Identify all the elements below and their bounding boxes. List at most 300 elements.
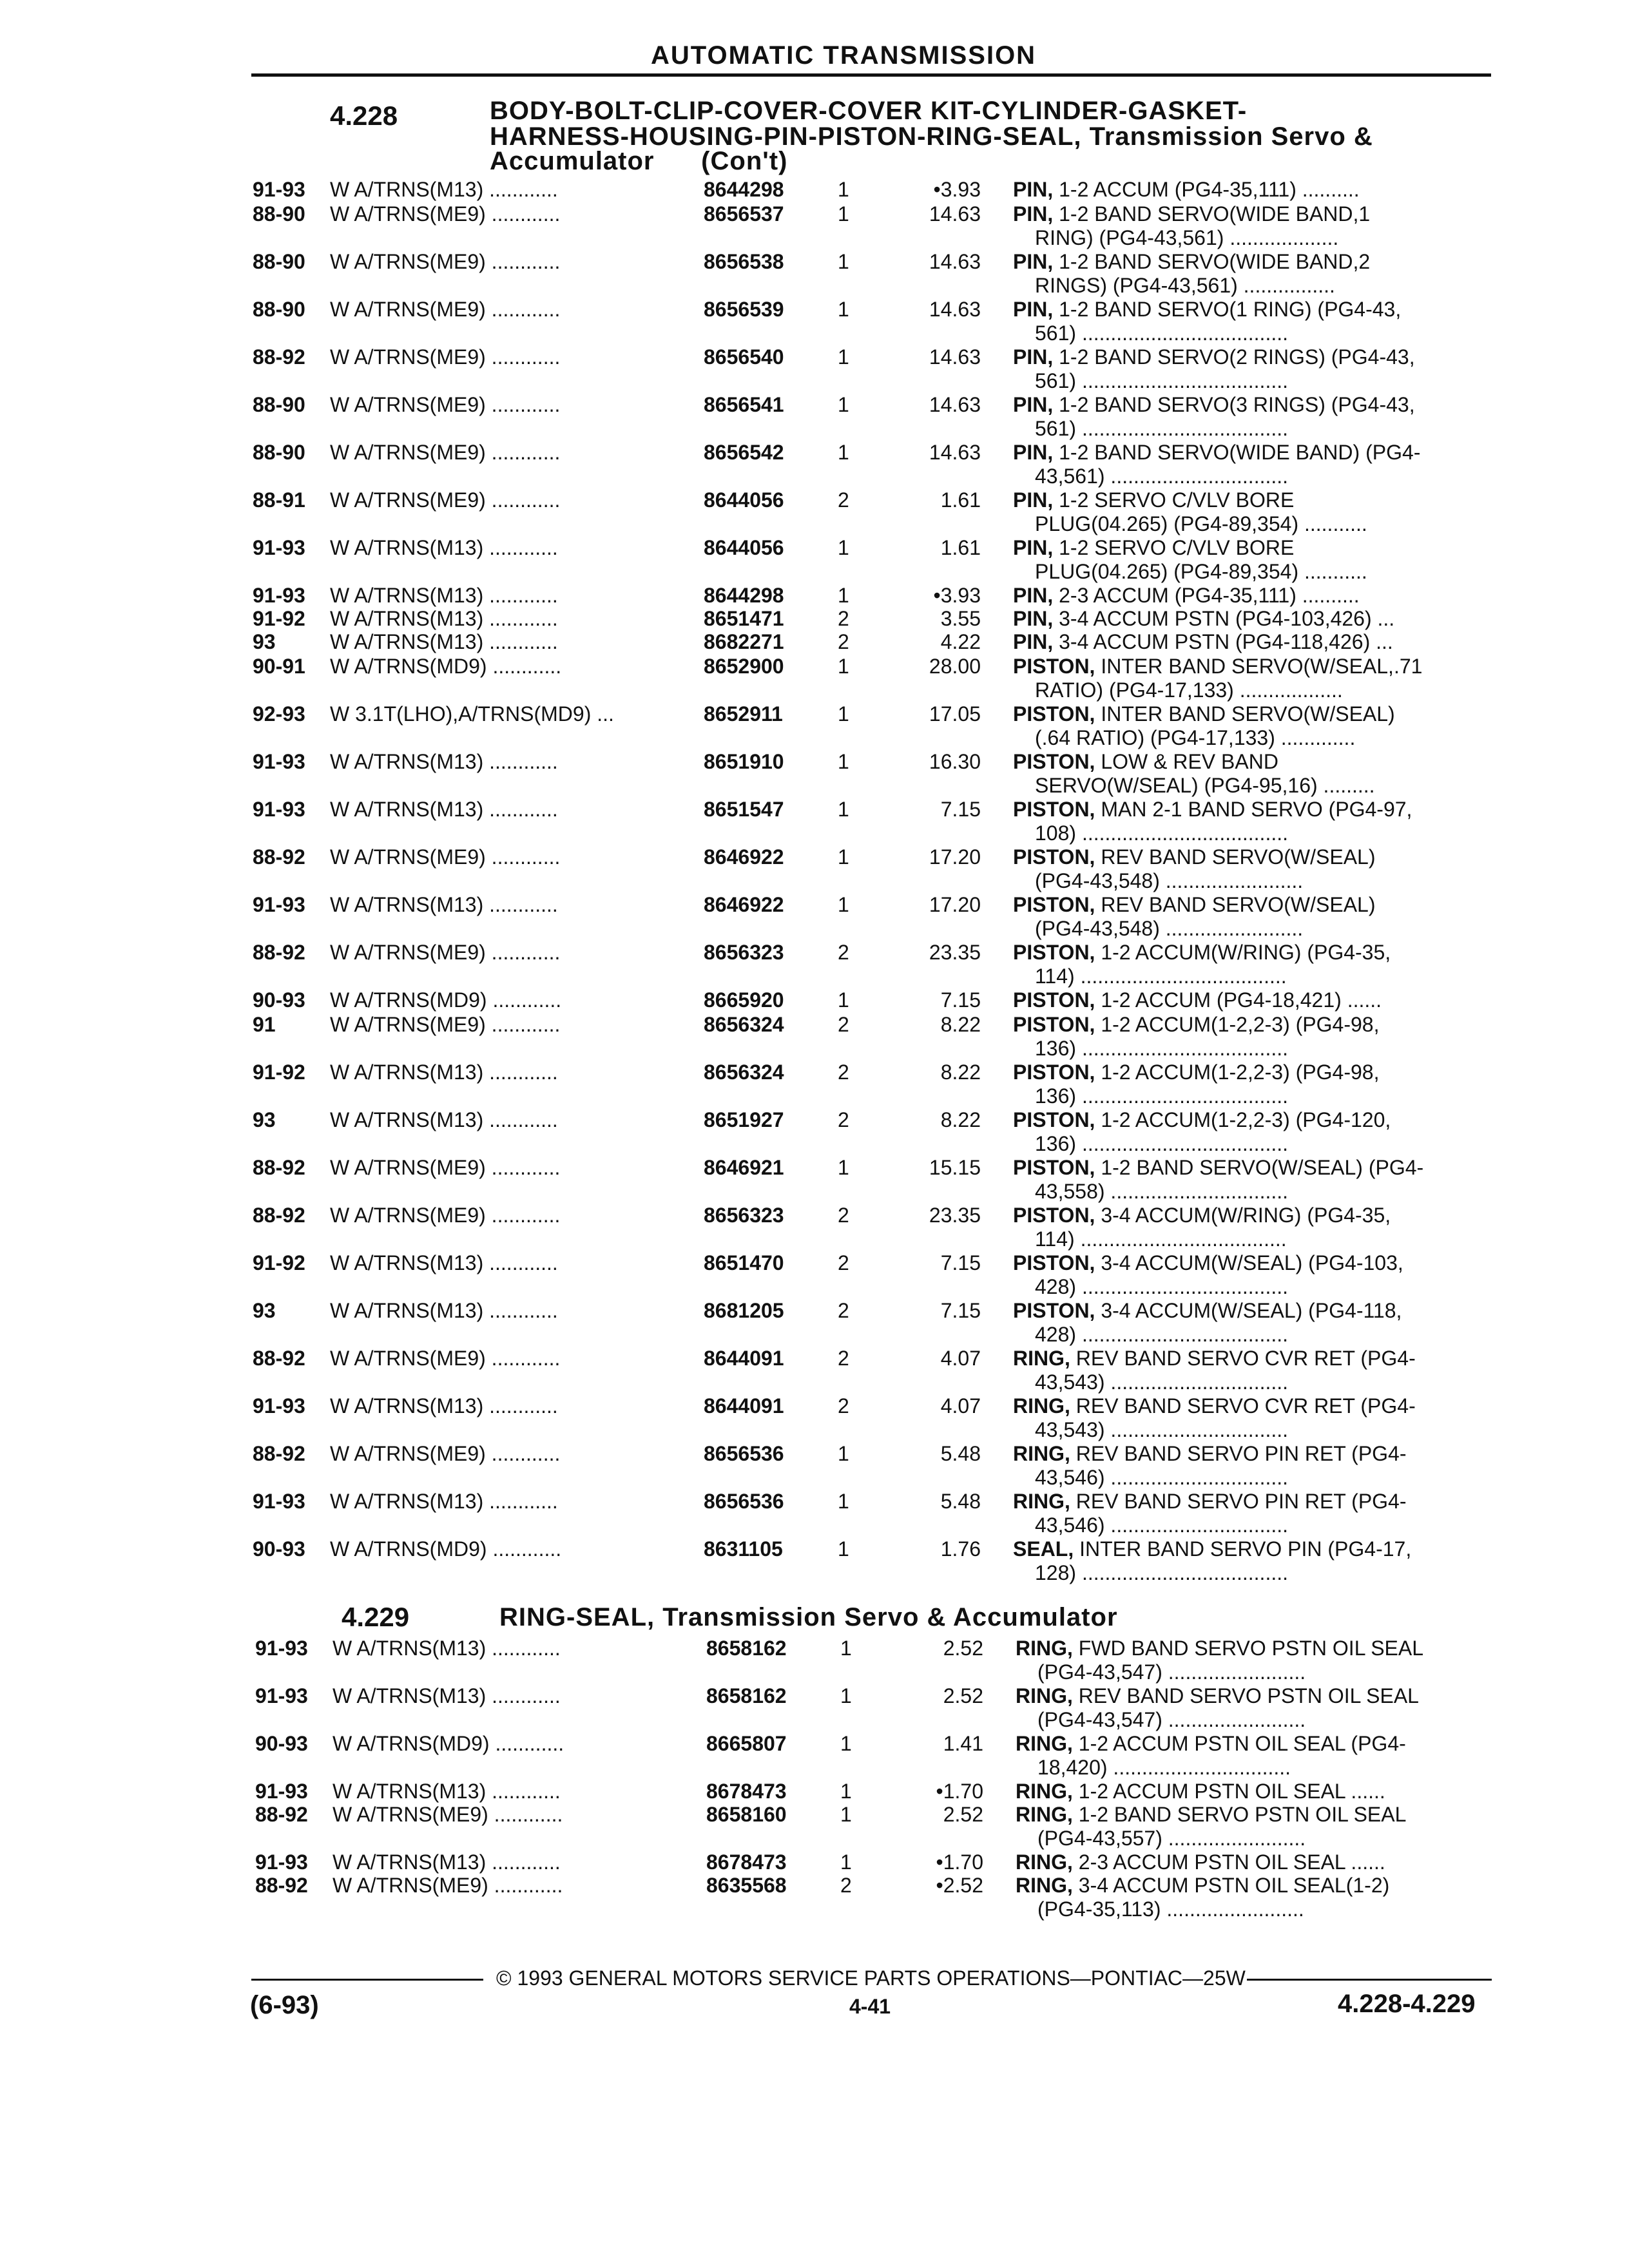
part-description: [1013, 1204, 1490, 1251]
price: 2.52: [943, 1803, 983, 1826]
application: W A/TRNS(M13) ............: [330, 630, 558, 653]
application: W A/TRNS(ME9) ............: [330, 393, 561, 416]
part-description-text: FWD BAND SERVO PSTN OIL SEAL: [1078, 1637, 1424, 1660]
part-description-continued: 43,543) ...............................: [1035, 1370, 1289, 1394]
part-description: [1013, 1108, 1490, 1156]
price: •1.70: [936, 1850, 983, 1874]
model-years: 91-93: [253, 798, 305, 821]
model-years: 91-93: [253, 178, 305, 201]
application: W A/TRNS(MD9) ............: [330, 655, 562, 678]
part-description-continued: (PG4-43,557) ........................: [1037, 1827, 1306, 1850]
quantity: 1: [838, 893, 849, 916]
part-name: PISTON,: [1013, 1156, 1095, 1179]
quantity: 1: [838, 250, 849, 273]
application: W A/TRNS(M13) ............: [330, 536, 558, 559]
model-years: 91-92: [253, 1061, 305, 1084]
part-description: [1013, 1156, 1490, 1204]
model-years: 92-93: [253, 702, 305, 726]
part-name: PIN,: [1013, 345, 1054, 369]
part-description-continued: 43,558) ...............................: [1035, 1180, 1289, 1203]
part-description-text: 3-4 ACCUM(W/SEAL) (PG4-103,: [1101, 1251, 1403, 1274]
quantity: 1: [838, 393, 849, 416]
part-description: [1016, 1803, 1492, 1850]
model-years: 91-93: [255, 1684, 308, 1707]
part-name: PIN,: [1013, 536, 1054, 559]
model-years: 88-90: [253, 393, 305, 416]
model-years: 91-93: [253, 1394, 305, 1418]
part-description-continued: 43,543) ...............................: [1035, 1418, 1289, 1441]
price: 8.22: [940, 1013, 981, 1036]
part-description-continued: (PG4-43,548) ........................: [1035, 869, 1304, 892]
model-years: 91-92: [253, 1251, 305, 1274]
quantity: 2: [838, 607, 849, 630]
price: •3.93: [933, 584, 981, 607]
part-name: PIN,: [1013, 178, 1054, 201]
model-years: 88-92: [253, 1347, 305, 1370]
quantity: 1: [838, 750, 849, 773]
price: 14.63: [929, 393, 981, 416]
part-name: PISTON,: [1013, 1204, 1095, 1227]
model-years: 88-91: [253, 488, 305, 512]
part-name: RING,: [1016, 1850, 1073, 1874]
quantity: 2: [838, 1204, 849, 1227]
part-name: RING,: [1016, 1732, 1073, 1755]
quantity: 1: [838, 345, 849, 369]
part-number: 8656323: [704, 1204, 784, 1227]
part-number: 8631105: [704, 1537, 783, 1561]
part-number: 8656540: [704, 345, 784, 369]
part-name: RING,: [1016, 1684, 1073, 1707]
part-number: 8652911: [704, 702, 783, 726]
part-description: [1013, 1347, 1490, 1394]
part-description: [1013, 630, 1490, 654]
part-description-continued: (.64 RATIO) (PG4-17,133) .............: [1035, 726, 1356, 749]
part-description-text: 1-2 BAND SERVO(WIDE BAND) (PG4-: [1059, 441, 1421, 464]
part-description: [1013, 393, 1490, 441]
application: W A/TRNS(ME9) ............: [333, 1803, 563, 1826]
part-number: 8658162: [706, 1684, 787, 1707]
quantity: 1: [840, 1684, 852, 1707]
quantity: 1: [838, 655, 849, 678]
part-name: RING,: [1016, 1637, 1073, 1660]
application: W A/TRNS(M13) ............: [330, 1108, 558, 1131]
part-description-continued: RING) (PG4-43,561) ...................: [1035, 226, 1339, 249]
part-name: PIN,: [1013, 441, 1054, 464]
model-years: 91: [253, 1013, 276, 1036]
part-number: 8651927: [704, 1108, 784, 1131]
part-number: 8646922: [704, 893, 784, 916]
application: W A/TRNS(MD9) ............: [330, 988, 562, 1012]
application: W A/TRNS(ME9) ............: [330, 1442, 561, 1465]
footer-rule-right: [1247, 1979, 1492, 1981]
part-description: [1013, 178, 1490, 202]
section-228-title-line3: Accumulator (Con't): [490, 147, 788, 175]
part-description-text: 1-2 BAND SERVO(W/SEAL) (PG4-: [1101, 1156, 1424, 1179]
part-name: PIN,: [1013, 250, 1054, 273]
part-description-continued: 136) ....................................: [1035, 1132, 1288, 1155]
model-years: 91-93: [253, 584, 305, 607]
quantity: 2: [838, 1013, 849, 1036]
part-number: 8635568: [706, 1874, 787, 1897]
part-description-text: 1-2 BAND SERVO(WIDE BAND,1: [1059, 202, 1371, 226]
part-description: [1016, 1850, 1492, 1874]
quantity: 2: [838, 630, 849, 653]
part-description-text: INTER BAND SERVO(W/SEAL,.71: [1101, 655, 1423, 678]
part-number: 8644056: [704, 536, 784, 559]
part-name: PIN,: [1013, 630, 1054, 653]
part-name: SEAL,: [1013, 1537, 1074, 1561]
quantity: 2: [838, 488, 849, 512]
part-name: PISTON,: [1013, 845, 1095, 869]
section-229-title: RING-SEAL, Transmission Servo & Accumulator: [499, 1603, 1118, 1631]
part-description-continued: 114) ....................................: [1035, 1227, 1287, 1251]
model-years: 93: [253, 630, 276, 653]
price: •2.52: [936, 1874, 983, 1897]
part-description: [1013, 1299, 1490, 1347]
model-years: 88-92: [253, 845, 305, 869]
part-description-text: 1-2 ACCUM PSTN OIL SEAL (PG4-: [1078, 1732, 1406, 1755]
part-description-continued: PLUG(04.265) (PG4-89,354) ...........: [1035, 560, 1367, 583]
part-number: 8646921: [704, 1156, 784, 1179]
part-description-continued: 428) ....................................: [1035, 1275, 1288, 1298]
part-description-text: INTER BAND SERVO(W/SEAL): [1101, 702, 1395, 726]
part-number: 8644091: [704, 1347, 784, 1370]
part-description-continued: 136) ....................................: [1035, 1037, 1288, 1060]
part-description: [1016, 1780, 1492, 1803]
quantity: 1: [840, 1732, 852, 1755]
footer-date: (6-93): [250, 1991, 319, 2019]
price: 1.61: [940, 488, 981, 512]
model-years: 88-92: [253, 941, 305, 964]
part-description-text: 3-4 ACCUM PSTN (PG4-118,426) ...: [1059, 630, 1393, 653]
part-description-continued: 43,546) ...............................: [1035, 1514, 1289, 1537]
part-description-continued: 18,420) ...............................: [1037, 1756, 1291, 1779]
part-description-text: 1-2 ACCUM(1-2,2-3) (PG4-120,: [1101, 1108, 1391, 1131]
part-name: PIN,: [1013, 607, 1054, 630]
part-description-text: 1-2 ACCUM (PG4-18,421) ......: [1101, 988, 1382, 1012]
quantity: 1: [838, 1490, 849, 1513]
price: 5.48: [940, 1442, 981, 1465]
quantity: 2: [838, 1347, 849, 1370]
application: W A/TRNS(M13) ............: [330, 798, 558, 821]
model-years: 91-92: [253, 607, 305, 630]
quantity: 1: [838, 202, 849, 226]
model-years: 88-92: [253, 345, 305, 369]
part-description-text: REV BAND SERVO CVR RET (PG4-: [1075, 1394, 1416, 1418]
application: W A/TRNS(M13) ............: [330, 178, 558, 201]
part-description-text: REV BAND SERVO CVR RET (PG4-: [1075, 1347, 1416, 1370]
part-number: 8656323: [704, 941, 784, 964]
part-name: RING,: [1016, 1874, 1073, 1897]
model-years: 91-93: [255, 1780, 308, 1803]
part-name: RING,: [1016, 1780, 1073, 1803]
part-description: [1016, 1684, 1492, 1732]
part-name: PISTON,: [1013, 1061, 1095, 1084]
part-number: 8656541: [704, 393, 784, 416]
application: W A/TRNS(M13) ............: [333, 1850, 561, 1874]
part-description: [1013, 1251, 1490, 1299]
part-name: PIN,: [1013, 393, 1054, 416]
price: 7.15: [940, 988, 981, 1012]
quantity: 2: [840, 1874, 852, 1897]
application: W A/TRNS(M13) ............: [333, 1780, 561, 1803]
part-name: RING,: [1013, 1490, 1070, 1513]
model-years: 88-92: [253, 1442, 305, 1465]
application: W A/TRNS(M13) ............: [330, 750, 558, 773]
quantity: 1: [838, 702, 849, 726]
model-years: 88-90: [253, 441, 305, 464]
price: 4.07: [940, 1347, 981, 1370]
part-description-text: REV BAND SERVO(W/SEAL): [1101, 845, 1376, 869]
quantity: 2: [838, 1061, 849, 1084]
model-years: 88-90: [253, 298, 305, 321]
price: 8.22: [940, 1108, 981, 1131]
part-number: 8681205: [704, 1299, 784, 1322]
part-description-continued: 136) ....................................: [1035, 1084, 1288, 1108]
price: 14.63: [929, 298, 981, 321]
part-name: PISTON,: [1013, 893, 1095, 916]
part-description: [1013, 607, 1490, 631]
price: 8.22: [940, 1061, 981, 1084]
application: W A/TRNS(MD9) ............: [330, 1537, 562, 1561]
part-description-text: REV BAND SERVO(W/SEAL): [1101, 893, 1376, 916]
quantity: 1: [838, 584, 849, 607]
quantity: 2: [838, 1394, 849, 1418]
part-name: PISTON,: [1013, 941, 1095, 964]
footer-section-range: 4.228-4.229: [1338, 1990, 1476, 2018]
model-years: 88-92: [255, 1874, 308, 1897]
part-description-text: 1-2 BAND SERVO(1 RING) (PG4-43,: [1059, 298, 1402, 321]
application: W A/TRNS(ME9) ............: [330, 488, 561, 512]
part-description: [1013, 1061, 1490, 1108]
price: 14.63: [929, 345, 981, 369]
application: W A/TRNS(ME9) ............: [330, 298, 561, 321]
application: W A/TRNS(ME9) ............: [330, 941, 561, 964]
quantity: 1: [838, 845, 849, 869]
part-description-text: 2-3 ACCUM (PG4-35,111) ..........: [1059, 584, 1360, 607]
section-228-number: 4.228: [330, 101, 398, 131]
price: 14.63: [929, 441, 981, 464]
price: 3.55: [940, 607, 981, 630]
part-description-text: 1-2 ACCUM(W/RING) (PG4-35,: [1101, 941, 1391, 964]
quantity: 1: [838, 298, 849, 321]
price: 14.63: [929, 250, 981, 273]
part-number: 8665807: [706, 1732, 787, 1755]
application: W A/TRNS(ME9) ............: [330, 202, 561, 226]
part-description-continued: 561) ....................................: [1035, 417, 1288, 440]
part-description-text: 1-2 ACCUM PSTN OIL SEAL ......: [1078, 1780, 1385, 1803]
part-description: [1013, 845, 1490, 893]
section-228-title-line2: HARNESS-HOUSING-PIN-PISTON-RING-SEAL, Transmission Servo &: [490, 122, 1373, 151]
part-name: PIN,: [1013, 488, 1054, 512]
part-description-text: REV BAND SERVO PIN RET (PG4-: [1075, 1490, 1407, 1513]
application: W A/TRNS(M13) ............: [330, 607, 558, 630]
part-description: [1013, 893, 1490, 941]
part-description: [1016, 1874, 1492, 1921]
part-description-text: REV BAND SERVO PSTN OIL SEAL: [1078, 1684, 1419, 1707]
part-name: RING,: [1013, 1442, 1070, 1465]
application: W A/TRNS(M13) ............: [330, 1061, 558, 1084]
model-years: 90-93: [253, 988, 305, 1012]
price: 28.00: [929, 655, 981, 678]
model-years: 91-93: [253, 1490, 305, 1513]
part-description: [1013, 1394, 1490, 1442]
part-description-continued: 561) ....................................: [1035, 322, 1288, 345]
part-number: 8644056: [704, 488, 784, 512]
part-number: 8652900: [704, 655, 784, 678]
part-name: PISTON,: [1013, 702, 1095, 726]
application: W A/TRNS(M13) ............: [330, 893, 558, 916]
part-name: PISTON,: [1013, 1108, 1095, 1131]
part-description: [1013, 750, 1490, 798]
part-description: [1013, 988, 1490, 1012]
part-description-continued: RINGS) (PG4-43,561) ................: [1035, 274, 1335, 297]
quantity: 1: [838, 1442, 849, 1465]
part-name: PISTON,: [1013, 750, 1095, 773]
part-name: RING,: [1013, 1347, 1070, 1370]
application: W A/TRNS(M13) ............: [330, 1490, 558, 1513]
part-number: 8656539: [704, 298, 784, 321]
part-name: PISTON,: [1013, 655, 1095, 678]
application: W A/TRNS(MD9) ............: [333, 1732, 564, 1755]
part-number: 8656542: [704, 441, 784, 464]
part-description: [1013, 250, 1490, 298]
part-description: [1013, 345, 1490, 393]
model-years: 93: [253, 1108, 276, 1131]
model-years: 91-93: [253, 893, 305, 916]
part-number: 8651471: [704, 607, 784, 630]
part-name: PIN,: [1013, 298, 1054, 321]
footer-copyright: © 1993 GENERAL MOTORS SERVICE PARTS OPERATIONS—PONTIAC—25W: [496, 1966, 1246, 1990]
model-years: 91-93: [253, 750, 305, 773]
part-number: 8678473: [706, 1850, 787, 1874]
part-number: 8651910: [704, 750, 784, 773]
part-name: PISTON,: [1013, 1251, 1095, 1274]
model-years: 91-93: [255, 1850, 308, 1874]
part-description: [1013, 655, 1490, 702]
part-number: 8656537: [704, 202, 784, 226]
price: •3.93: [933, 178, 981, 201]
part-description-text: 3-4 ACCUM PSTN OIL SEAL(1-2): [1078, 1874, 1390, 1897]
part-description-text: INTER BAND SERVO PIN (PG4-17,: [1079, 1537, 1412, 1561]
application: W 3.1T(LHO),A/TRNS(MD9) ...: [330, 702, 614, 726]
price: 14.63: [929, 202, 981, 226]
part-description: [1013, 1013, 1490, 1061]
quantity: 1: [840, 1637, 852, 1660]
price: 1.76: [940, 1537, 981, 1561]
part-description: [1013, 798, 1490, 845]
part-description-continued: 108) ....................................: [1035, 822, 1288, 845]
footer-page-number: 4-41: [849, 1995, 891, 2018]
quantity: 2: [838, 1299, 849, 1322]
price: 7.15: [940, 1299, 981, 1322]
part-description-continued: 561) ....................................: [1035, 369, 1288, 392]
model-years: 90-93: [255, 1732, 308, 1755]
part-number: 8644091: [704, 1394, 784, 1418]
application: W A/TRNS(M13) ............: [330, 1299, 558, 1322]
part-description-continued: PLUG(04.265) (PG4-89,354) ...........: [1035, 512, 1367, 535]
quantity: 1: [838, 1537, 849, 1561]
application: W A/TRNS(ME9) ............: [330, 1204, 561, 1227]
part-description: [1016, 1732, 1492, 1780]
application: W A/TRNS(ME9) ............: [330, 1013, 561, 1036]
price: 23.35: [929, 1204, 981, 1227]
part-name: PIN,: [1013, 202, 1054, 226]
application: W A/TRNS(M13) ............: [330, 584, 558, 607]
quantity: 1: [838, 536, 849, 559]
quantity: 2: [838, 1251, 849, 1274]
part-description-text: 3-4 ACCUM(W/SEAL) (PG4-118,: [1101, 1299, 1402, 1322]
quantity: 1: [838, 178, 849, 201]
model-years: 88-90: [253, 250, 305, 273]
price: 17.20: [929, 893, 981, 916]
application: W A/TRNS(ME9) ............: [330, 345, 561, 369]
price: 7.15: [940, 1251, 981, 1274]
application: W A/TRNS(M13) ............: [333, 1637, 561, 1660]
part-description: [1013, 202, 1490, 250]
model-years: 88-90: [253, 202, 305, 226]
part-description-continued: RATIO) (PG4-17,133) ..................: [1035, 678, 1343, 702]
part-number: 8658162: [706, 1637, 787, 1660]
quantity: 2: [838, 1108, 849, 1131]
section-229-number: 4.229: [342, 1602, 410, 1632]
part-number: 8651470: [704, 1251, 784, 1274]
quantity: 1: [838, 441, 849, 464]
application: W A/TRNS(ME9) ............: [330, 1156, 561, 1179]
price: •1.70: [936, 1780, 983, 1803]
part-description: [1013, 702, 1490, 750]
part-name: RING,: [1016, 1803, 1073, 1826]
part-number: 8656536: [704, 1490, 784, 1513]
application: W A/TRNS(ME9) ............: [330, 441, 561, 464]
part-description-text: 1-2 BAND SERVO(3 RINGS) (PG4-43,: [1059, 393, 1415, 416]
header-rule: [251, 73, 1491, 77]
part-number: 8682271: [704, 630, 784, 653]
part-description: [1013, 536, 1490, 584]
part-number: 8658160: [706, 1803, 787, 1826]
part-description-continued: 428) ....................................: [1035, 1323, 1288, 1346]
application: W A/TRNS(ME9) ............: [330, 250, 561, 273]
part-number: 8665920: [704, 988, 784, 1012]
application: W A/TRNS(ME9) ............: [330, 845, 561, 869]
part-number: 8678473: [706, 1780, 787, 1803]
page-header-title: AUTOMATIC TRANSMISSION: [651, 41, 1037, 70]
part-name: PISTON,: [1013, 988, 1095, 1012]
price: 17.20: [929, 845, 981, 869]
model-years: 90-93: [253, 1537, 305, 1561]
quantity: 1: [838, 1156, 849, 1179]
quantity: 1: [840, 1780, 852, 1803]
part-description-text: 3-4 ACCUM(W/RING) (PG4-35,: [1101, 1204, 1391, 1227]
part-number: 8644298: [704, 178, 784, 201]
part-description: [1013, 298, 1490, 345]
part-description-text: 3-4 ACCUM PSTN (PG4-103,426) ...: [1059, 607, 1395, 630]
quantity: 1: [838, 988, 849, 1012]
price: 2.52: [943, 1684, 983, 1707]
part-description-continued: (PG4-43,547) ........................: [1037, 1660, 1306, 1684]
part-description: [1013, 488, 1490, 536]
model-years: 88-92: [255, 1803, 308, 1826]
part-description-continued: 43,546) ...............................: [1035, 1466, 1289, 1489]
part-number: 8656536: [704, 1442, 784, 1465]
part-description-text: 1-2 BAND SERVO(2 RINGS) (PG4-43,: [1059, 345, 1415, 369]
part-description-continued: 114) ....................................: [1035, 965, 1287, 988]
part-description-text: 1-2 BAND SERVO PSTN OIL SEAL: [1078, 1803, 1407, 1826]
quantity: 1: [838, 798, 849, 821]
quantity: 1: [840, 1803, 852, 1826]
part-name: PISTON,: [1013, 1299, 1095, 1322]
part-description-text: 1-2 BAND SERVO(WIDE BAND,2: [1059, 250, 1371, 273]
